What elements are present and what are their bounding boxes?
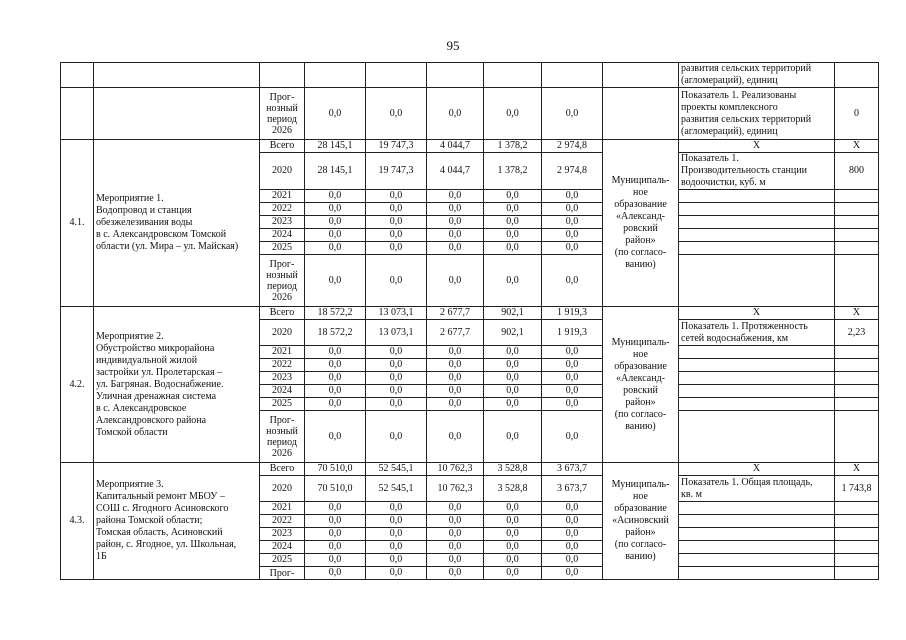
executor-line: ровский: [623, 223, 658, 234]
indicator-line: Показатель 1. Общая площадь,: [681, 476, 813, 488]
value-cell: 0,0: [542, 541, 603, 554]
year-cell: Всего: [260, 140, 305, 153]
executor-line: образование: [614, 503, 667, 514]
value-cell: 0,0: [427, 242, 484, 255]
value-cell: 0,0: [366, 398, 427, 411]
indicator-cell: [679, 229, 835, 242]
indicator-cell: [679, 190, 835, 203]
forecast-label-line: нозный: [266, 425, 298, 437]
event-title-line: обезжелезивания воды: [96, 217, 193, 228]
indicator-line: (агломераций), единиц: [681, 75, 778, 86]
value-cell: 0,0: [366, 88, 427, 140]
year-cell: 2023: [260, 528, 305, 541]
executor-line: район»: [625, 396, 656, 408]
value-cell: 0,0: [366, 242, 427, 255]
year-cell: 2025: [260, 242, 305, 255]
year-cell: Всего: [260, 307, 305, 320]
indicator-line: сетей водоснабжения, км: [681, 332, 789, 344]
event-title-line: ул. Багряная. Водоснабжение.: [96, 378, 224, 390]
value-cell: 0,0: [305, 203, 366, 216]
indicator-value: [835, 411, 879, 463]
indicator-value: [835, 190, 879, 203]
indicator-value: [835, 554, 879, 567]
indicator-value: [835, 502, 879, 515]
executor-line: ное: [633, 348, 648, 360]
value-cell: 0,0: [305, 398, 366, 411]
event-title: [94, 307, 260, 463]
indicator-cell: [679, 398, 835, 411]
year-cell: 2022: [260, 359, 305, 372]
table-row: [61, 63, 879, 88]
value-cell: 0,0: [305, 255, 366, 307]
executor-line: район»: [625, 235, 656, 246]
value-cell: 0,0: [427, 554, 484, 567]
value-cell: 0,0: [305, 359, 366, 372]
value-cell: 3 673,7: [542, 476, 603, 502]
indicator-value: [835, 541, 879, 554]
forecast-label-line: период: [267, 436, 297, 448]
value-cell: 0,0: [366, 346, 427, 359]
value-cell: 0,0: [484, 359, 542, 372]
value-cell: 10 762,3: [427, 476, 484, 502]
forecast-label-line: 2026: [272, 291, 292, 303]
value-cell: 0,0: [484, 411, 542, 463]
indicator-cell: [679, 359, 835, 372]
forecast-label-line: Прог-: [269, 414, 295, 426]
event-title-line: район, с. Ягодное, ул. Школьная,: [96, 539, 237, 550]
indicator-value: [835, 346, 879, 359]
value-cell: 0,0: [305, 216, 366, 229]
indicator-cell: [679, 515, 835, 528]
value-cell: 0,0: [305, 411, 366, 463]
table-row: [61, 88, 879, 140]
value-cell: 0,0: [542, 554, 603, 567]
value-cell: 0,0: [427, 203, 484, 216]
indicator-x: Х: [679, 463, 835, 476]
forecast-label: [260, 411, 305, 463]
value-cell: 0,0: [366, 567, 427, 580]
year-cell: Всего: [260, 463, 305, 476]
indicator-cell: [679, 502, 835, 515]
table-row: [61, 307, 879, 320]
event-title-line: Уличная дренажная система: [96, 390, 217, 402]
value-cell: 0,0: [305, 515, 366, 528]
executor-line: (по согласо-: [614, 247, 667, 258]
executor-line: ванию): [625, 420, 656, 432]
indicator-value: [835, 385, 879, 398]
year-cell: 2020: [260, 320, 305, 346]
value-cell: 0,0: [484, 203, 542, 216]
value-cell: 0,0: [305, 567, 366, 580]
indicator-value: 1 743,8: [835, 476, 879, 502]
value-cell: 0,0: [542, 346, 603, 359]
value-cell: 0,0: [305, 541, 366, 554]
table-row: [61, 140, 879, 153]
indicator-value: [835, 372, 879, 385]
value-cell: 0,0: [366, 502, 427, 515]
indicator-cell: [679, 567, 835, 580]
value-cell: 0,0: [427, 372, 484, 385]
event-title-line: СОШ с. Ягодного Асиновского: [96, 503, 229, 514]
value-cell: 902,1: [484, 320, 542, 346]
page-number: 95: [446, 38, 460, 53]
indicator-value: [835, 242, 879, 255]
value-cell: 0,0: [305, 554, 366, 567]
value-cell: 0,0: [484, 398, 542, 411]
year-cell: 2020: [260, 153, 305, 190]
year-cell: 2024: [260, 541, 305, 554]
indicator-cell: [679, 320, 835, 346]
value-cell: 0,0: [305, 88, 366, 140]
value-cell: 0,0: [305, 242, 366, 255]
value-cell: 2 677,7: [427, 320, 484, 346]
indicator-cell: [679, 346, 835, 359]
indicator-value: [835, 255, 879, 307]
event-title-line: Обустройство микрорайона: [96, 342, 215, 354]
event-title-line: Капитальный ремонт МБОУ –: [96, 491, 225, 502]
value-cell: 0,0: [427, 398, 484, 411]
forecast-label-line: Прог-: [269, 567, 295, 579]
event-title-line: Водопровод и станция: [96, 205, 192, 216]
value-cell: 0,0: [427, 190, 484, 203]
event-title-line: области (ул. Мира – ул. Майская): [96, 241, 239, 252]
year-cell: 2020: [260, 476, 305, 502]
year-cell: [260, 63, 305, 88]
forecast-label-line: Прог-: [269, 258, 295, 270]
value-cell: 0,0: [366, 411, 427, 463]
indicator-cell: [679, 528, 835, 541]
value-cell: 0,0: [542, 203, 603, 216]
value-cell: 18 572,2: [305, 307, 366, 320]
indicator-x-value: Х: [835, 463, 879, 476]
value-cell: 0,0: [542, 385, 603, 398]
value-cell: 0,0: [366, 255, 427, 307]
indicator-cell: [679, 63, 835, 88]
program-table: [60, 62, 879, 580]
indicator-line: Показатель 1. Протяженность: [681, 320, 808, 332]
executor-line: ровский: [623, 384, 658, 396]
indicator-cell: [679, 216, 835, 229]
value-cell: 0,0: [366, 372, 427, 385]
year-cell: 2021: [260, 502, 305, 515]
value-cell: 3 528,8: [484, 476, 542, 502]
indicator-value: [835, 515, 879, 528]
value-cell: 0,0: [305, 502, 366, 515]
value-cell: 0,0: [542, 528, 603, 541]
value-cell: 0,0: [305, 190, 366, 203]
value-cell: 0,0: [542, 372, 603, 385]
value-cell: 28 145,1: [305, 153, 366, 190]
event-title-line: Мероприятие 2.: [96, 330, 164, 342]
value-cell: 0,0: [366, 216, 427, 229]
value-cell: 0,0: [542, 411, 603, 463]
value-cell: 19 747,3: [366, 140, 427, 153]
value-cell: 70 510,0: [305, 463, 366, 476]
executor-line: Муниципаль-: [611, 336, 670, 348]
indicator-line: водоочистки, куб. м: [681, 177, 766, 188]
value-cell: 0,0: [427, 528, 484, 541]
value-cell: 0,0: [484, 346, 542, 359]
indicator-cell: [679, 255, 835, 307]
event-title: [94, 140, 260, 307]
indicator-value: [835, 216, 879, 229]
value-cell: 0,0: [484, 216, 542, 229]
value-cell: 0,0: [305, 346, 366, 359]
value-cell: 0,0: [427, 502, 484, 515]
value-cell: 52 545,1: [366, 476, 427, 502]
value-cell: 0,0: [366, 229, 427, 242]
value-cell: 0,0: [484, 88, 542, 140]
value-cell: 0,0: [484, 372, 542, 385]
value-cell: 0,0: [427, 411, 484, 463]
forecast-label-line: период: [267, 280, 297, 292]
value-cell: 0,0: [484, 502, 542, 515]
value-cell: 0,0: [427, 229, 484, 242]
indicator-cell: [679, 554, 835, 567]
value-cell: 52 545,1: [366, 463, 427, 476]
value-cell: 4 044,7: [427, 153, 484, 190]
value-cell: 70 510,0: [305, 476, 366, 502]
executor-cell: [603, 140, 679, 307]
value-cell: 0,0: [542, 567, 603, 580]
forecast-label-line: нозный: [266, 269, 298, 281]
year-cell: 2023: [260, 372, 305, 385]
event-title: [94, 463, 260, 580]
event-number: 4.1.: [61, 140, 94, 307]
value-cell: 902,1: [484, 307, 542, 320]
executor-line: ное: [633, 187, 648, 198]
event-title-line: Мероприятие 3.: [96, 479, 164, 490]
executor-line: Муниципаль-: [611, 175, 670, 186]
event-title-line: Томская область, Асиновский: [96, 527, 223, 538]
value-cell: 0,0: [305, 528, 366, 541]
value-cell: 0,0: [427, 567, 484, 580]
value-cell: 0,0: [427, 216, 484, 229]
value-cell: 0,0: [427, 255, 484, 307]
indicator-cell: [679, 372, 835, 385]
value-cell: 0,0: [366, 515, 427, 528]
executor-line: Муниципаль-: [611, 479, 670, 490]
indicator-cell: [679, 476, 835, 502]
value-cell: 0,0: [427, 385, 484, 398]
event-title-line: индивидуальной жилой: [96, 354, 198, 366]
event-title-line: 1Б: [96, 551, 107, 562]
event-title-line: застройки ул. Пролетарская –: [96, 366, 223, 378]
event-title-line: Александровского района: [96, 414, 207, 426]
indicator-line: Показатель 1.: [681, 153, 739, 164]
value-cell: 0,0: [305, 229, 366, 242]
indicator-cell: [679, 242, 835, 255]
indicator-cell: [679, 153, 835, 190]
indicator-line: кв. м: [681, 488, 702, 500]
executor-line: «Александ-: [615, 372, 666, 384]
value-cell: 4 044,7: [427, 140, 484, 153]
event-title-line: в с. Александровском Томской: [96, 229, 227, 240]
value-cell: 0,0: [427, 346, 484, 359]
forecast-label: [260, 567, 305, 580]
value-cell: 0,0: [484, 515, 542, 528]
value-cell: 0,0: [427, 515, 484, 528]
year-cell: 2021: [260, 190, 305, 203]
executor-line: ное: [633, 491, 648, 502]
indicator-x: Х: [679, 140, 835, 153]
value-cell: 0,0: [542, 502, 603, 515]
indicator-line: Производительность станции: [681, 165, 807, 176]
indicator-value: [835, 567, 879, 580]
value-cell: 18 572,2: [305, 320, 366, 346]
indicator-value: [835, 229, 879, 242]
value-cell: 0,0: [484, 541, 542, 554]
year-cell: 2025: [260, 554, 305, 567]
value-cell: 0,0: [484, 229, 542, 242]
forecast-label-line: 2026: [272, 447, 292, 459]
event-number: 4.2.: [61, 307, 94, 463]
indicator-value: [835, 528, 879, 541]
value-cell: 28 145,1: [305, 140, 366, 153]
value-cell: 0,0: [366, 541, 427, 554]
indicator-line: развития сельских территорий: [681, 63, 812, 74]
indicator-value: 2,23: [835, 320, 879, 346]
value-cell: 0,0: [366, 190, 427, 203]
value-cell: 0,0: [484, 554, 542, 567]
executor-line: (по согласо-: [614, 539, 667, 550]
indicator-x-value: Х: [835, 140, 879, 153]
value-cell: 0,0: [542, 190, 603, 203]
value-cell: 3 673,7: [542, 463, 603, 476]
indicator-cell: [679, 385, 835, 398]
value-cell: 0,0: [427, 541, 484, 554]
value-cell: 0,0: [427, 359, 484, 372]
executor-line: район»: [625, 527, 656, 538]
value-cell: 0,0: [484, 190, 542, 203]
indicator-x-value: Х: [835, 307, 879, 320]
event-number: 4.3.: [61, 463, 94, 580]
value-cell: 0,0: [484, 567, 542, 580]
year-cell: 2022: [260, 515, 305, 528]
executor-line: ванию): [625, 259, 656, 270]
value-cell: 0,0: [484, 242, 542, 255]
value-cell: 0,0: [305, 372, 366, 385]
value-cell: 13 073,1: [366, 307, 427, 320]
indicator-cell: [679, 203, 835, 216]
value-cell: 1 919,3: [542, 307, 603, 320]
value-cell: 19 747,3: [366, 153, 427, 190]
value-cell: 0,0: [366, 203, 427, 216]
value-cell: 0,0: [366, 528, 427, 541]
event-title-line: Томской области: [96, 426, 168, 438]
indicator-value: [835, 203, 879, 216]
value-cell: 0,0: [484, 385, 542, 398]
value-cell: 0,0: [542, 88, 603, 140]
executor-line: (по согласо-: [614, 408, 667, 420]
value-cell: 1 378,2: [484, 153, 542, 190]
indicator-cell: Показатель 1. Реализованы проекты комплексного развития сельских территорий (агломераций), единиц: [679, 88, 835, 140]
indicator-value: 800: [835, 153, 879, 190]
executor-line: образование: [614, 360, 667, 372]
value-cell: 0,0: [366, 554, 427, 567]
value-cell: 0,0: [484, 528, 542, 541]
executor-line: «Асиновский: [612, 515, 669, 526]
indicator-value: [835, 359, 879, 372]
indicator-x: Х: [679, 307, 835, 320]
event-title-line: района Томской области;: [96, 515, 203, 526]
value-cell: 10 762,3: [427, 463, 484, 476]
executor-cell: [603, 463, 679, 580]
value-cell: 1 919,3: [542, 320, 603, 346]
indicator-cell: [679, 411, 835, 463]
value-cell: 1 378,2: [484, 140, 542, 153]
executor-line: ванию): [625, 551, 656, 562]
value-cell: 0,0: [427, 88, 484, 140]
value-cell: 0,0: [542, 242, 603, 255]
value-cell: 2 677,7: [427, 307, 484, 320]
num-cell: [61, 63, 94, 88]
event-title-line: Мероприятие 1.: [96, 193, 164, 204]
executor-cell: [603, 307, 679, 463]
year-cell: 2024: [260, 229, 305, 242]
value-cell: 0,0: [542, 398, 603, 411]
year-cell: 2022: [260, 203, 305, 216]
forecast-label: Прог- нозный период 2026: [260, 88, 305, 140]
value-cell: 0,0: [542, 216, 603, 229]
year-cell: 2025: [260, 398, 305, 411]
indicator-cell: [679, 541, 835, 554]
value-cell: 0,0: [366, 385, 427, 398]
executor-line: «Александ-: [615, 211, 666, 222]
year-cell: 2024: [260, 385, 305, 398]
value-cell: 0,0: [542, 229, 603, 242]
value-cell: 3 528,8: [484, 463, 542, 476]
year-cell: 2023: [260, 216, 305, 229]
event-title-line: в с. Александровское: [96, 402, 187, 414]
year-cell: 2021: [260, 346, 305, 359]
value-cell: 13 073,1: [366, 320, 427, 346]
value-cell: 0,0: [366, 359, 427, 372]
value-cell: 0,0: [484, 255, 542, 307]
executor-line: образование: [614, 199, 667, 210]
value-cell: 0,0: [542, 359, 603, 372]
value-cell: 2 974,8: [542, 153, 603, 190]
title-cell: [94, 63, 260, 88]
table-row: [61, 463, 879, 476]
indicator-value: 0: [835, 88, 879, 140]
value-cell: 0,0: [305, 385, 366, 398]
forecast-label: [260, 255, 305, 307]
value-cell: 0,0: [542, 515, 603, 528]
indicator-value: [835, 398, 879, 411]
value-cell: 2 974,8: [542, 140, 603, 153]
value-cell: 0,0: [542, 255, 603, 307]
